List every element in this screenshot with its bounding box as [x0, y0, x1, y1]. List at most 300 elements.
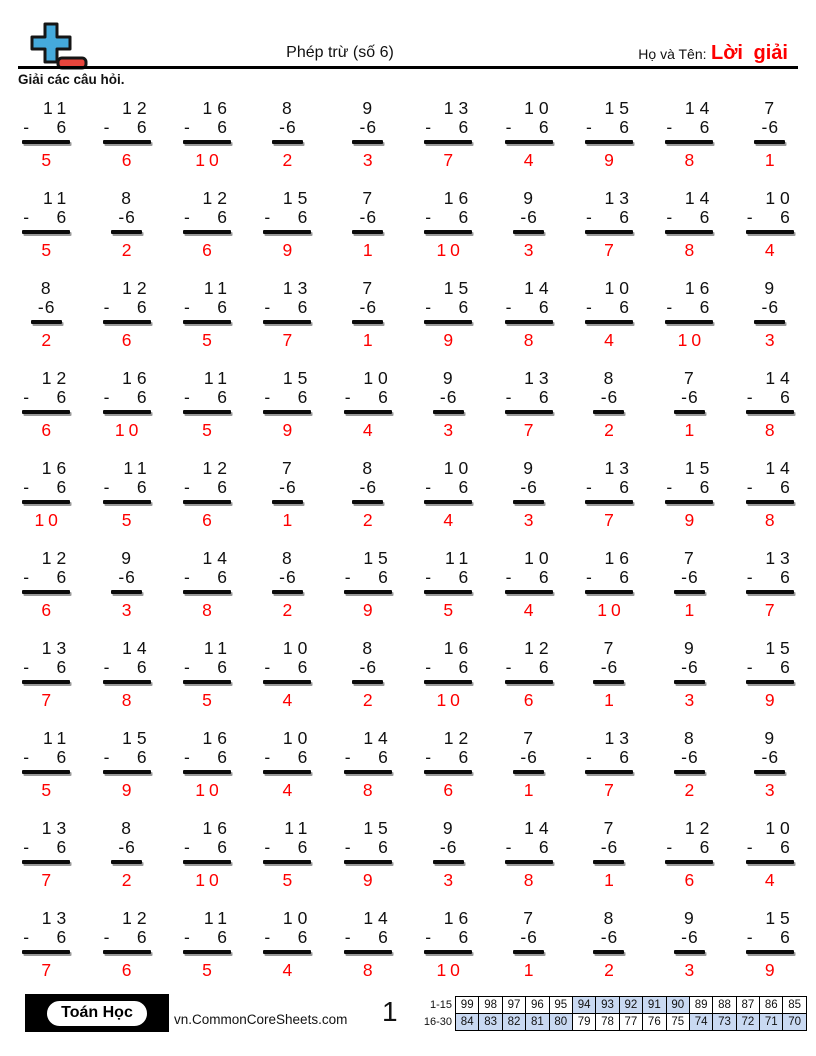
minuend: 15 [765, 638, 795, 658]
answer-line [183, 680, 231, 684]
answer-line [424, 950, 472, 954]
score-cell: 95 [549, 996, 573, 1014]
subtraction-problem [424, 638, 472, 728]
subtrahend: 6 [607, 927, 618, 947]
minus-sign: - [585, 747, 592, 767]
answer: 7 [523, 419, 538, 440]
subtraction-problem [424, 278, 472, 368]
subtrahend: 6 [527, 477, 537, 497]
score-cell: 75 [666, 1013, 690, 1031]
minuend: 14 [363, 908, 393, 928]
subtrahend: 6 [768, 747, 779, 767]
minus-sign: - [425, 657, 432, 677]
page-number: 1 [382, 996, 398, 1027]
minus-sign: - [425, 207, 432, 227]
answer: 10 [114, 419, 143, 440]
minuend: 9 [442, 818, 453, 838]
operation-row [585, 748, 633, 767]
answer-line [746, 230, 794, 234]
subtrahend: 6 [136, 477, 147, 497]
subtrahend: 6 [768, 297, 779, 317]
subtrahend: 6 [217, 117, 227, 137]
minus-sign: - [681, 927, 687, 947]
subtraction-problem [344, 818, 392, 908]
answer: 2 [604, 419, 618, 440]
answer: 2 [604, 959, 618, 980]
operation-row [111, 838, 142, 857]
minuend: 9 [684, 638, 694, 658]
minuend: 10 [765, 188, 795, 208]
score-cell: 92 [619, 996, 643, 1014]
minus-sign: - [118, 207, 125, 227]
minus-sign: - [681, 567, 687, 587]
minuend: 7 [603, 818, 614, 838]
answer-line [103, 140, 151, 144]
minuend: 8 [603, 368, 614, 388]
answer: 9 [604, 149, 618, 170]
operation-row [22, 928, 70, 947]
minuend: 15 [604, 98, 634, 118]
minuend: 11 [203, 368, 232, 388]
score-cell: 94 [572, 996, 596, 1014]
minus-sign: - [37, 297, 44, 317]
subtrahend: 6 [297, 927, 308, 947]
subtrahend: 6 [378, 747, 388, 767]
answer: 7 [764, 599, 779, 620]
minuend: 8 [684, 728, 694, 748]
answer: 8 [362, 959, 377, 980]
subtraction-problem [103, 908, 151, 998]
minuend: 9 [523, 188, 533, 208]
minus-sign: - [439, 837, 446, 857]
answer: 7 [604, 239, 618, 260]
operation-row [183, 568, 231, 587]
subtraction-problem [585, 98, 633, 188]
minuend: 7 [362, 278, 373, 298]
subtraction-problem [754, 728, 785, 818]
minuend: 13 [524, 368, 554, 388]
answer: 10 [436, 689, 464, 710]
score-cell: 73 [712, 1013, 736, 1031]
operation-row [352, 208, 383, 227]
minus-sign: - [103, 927, 110, 947]
instruction-text: Giải các câu hỏi. [18, 72, 125, 87]
answer-line [31, 320, 62, 324]
subtrahend: 6 [458, 207, 469, 227]
answer-line [674, 770, 705, 774]
answer-line [183, 860, 231, 864]
subtraction-problem [746, 638, 794, 728]
subtrahend: 6 [687, 387, 698, 407]
answer: 2 [121, 239, 136, 260]
answer: 6 [41, 419, 56, 440]
subtraction-problem [352, 188, 383, 278]
minus-sign: - [600, 927, 607, 947]
answer-line [505, 590, 553, 594]
subtraction-problem [424, 98, 472, 188]
answer: 10 [195, 869, 223, 890]
subtrahend: 6 [366, 117, 377, 137]
minuend: 10 [363, 368, 393, 388]
answer: 2 [362, 689, 377, 710]
subtrahend: 6 [699, 297, 710, 317]
operation-row [424, 478, 472, 497]
answer: 1 [523, 959, 538, 980]
operation-row [746, 838, 794, 857]
answer-line [344, 770, 392, 774]
score-cell: 71 [759, 1013, 783, 1031]
operation-row [424, 568, 472, 587]
answer-line [433, 860, 464, 864]
subtrahend: 6 [446, 837, 457, 857]
answer-line [22, 410, 70, 414]
answer-line [593, 410, 624, 414]
answer-line [424, 770, 472, 774]
operation-row [593, 928, 624, 947]
minus-sign: - [344, 567, 351, 587]
answer: 6 [121, 329, 136, 350]
answer: 5 [202, 959, 216, 980]
header-divider [18, 66, 798, 69]
minus-sign: - [505, 387, 512, 407]
answer-line [424, 230, 472, 234]
answer-line [505, 410, 553, 414]
answer: 4 [764, 869, 779, 890]
minuend: 10 [524, 548, 554, 568]
subtraction-problem [183, 908, 231, 998]
answer: 9 [443, 329, 458, 350]
answer: 7 [41, 959, 56, 980]
subtrahend: 6 [619, 207, 629, 227]
operation-row [22, 568, 70, 587]
minuend: 8 [282, 98, 292, 118]
operation-row [344, 928, 392, 947]
minus-sign: - [23, 477, 30, 497]
subtrahend: 6 [780, 837, 790, 857]
operation-row [352, 118, 383, 137]
operation-row [674, 388, 705, 407]
minuend: 14 [524, 278, 554, 298]
subtrahend: 6 [687, 567, 698, 587]
subtrahend: 6 [607, 837, 618, 857]
subtrahend: 6 [217, 477, 227, 497]
score-table [418, 996, 807, 1031]
minus-sign: - [585, 297, 592, 317]
answer: 8 [362, 779, 377, 800]
operation-row [665, 478, 713, 497]
minuend: 16 [443, 638, 474, 658]
answer: 5 [121, 509, 136, 530]
subtraction-problem [272, 98, 303, 188]
minuend: 15 [363, 818, 393, 838]
answer-line [183, 590, 231, 594]
minus-sign: - [425, 117, 432, 137]
minus-sign: - [425, 477, 432, 497]
score-cell: 83 [478, 1013, 502, 1031]
minuend: 10 [282, 908, 313, 928]
operation-row [103, 298, 151, 317]
operation-row [344, 838, 392, 857]
subtrahend: 6 [217, 207, 227, 227]
subtraction-problem [263, 908, 311, 998]
subtrahend: 6 [297, 747, 308, 767]
minus-sign: - [585, 477, 592, 497]
subtrahend: 6 [285, 567, 296, 587]
subtrahend: 6 [538, 567, 549, 587]
subtrahend: 6 [125, 567, 135, 587]
answer-line [344, 860, 392, 864]
minus-sign: - [666, 477, 673, 497]
subtrahend: 6 [687, 657, 698, 677]
answer-line [433, 410, 464, 414]
minus-sign: - [681, 657, 687, 677]
subtraction-problem [263, 818, 311, 908]
subtraction-problem [344, 548, 392, 638]
subtraction-problem [665, 188, 713, 278]
score-cell: 93 [595, 996, 619, 1014]
subtrahend: 6 [780, 567, 790, 587]
operation-row [22, 118, 70, 137]
minuend: 9 [684, 908, 694, 928]
subtrahend: 6 [538, 387, 549, 407]
answer: 2 [282, 599, 297, 620]
minus-sign: - [279, 477, 285, 497]
subtraction-problem [111, 188, 142, 278]
minuend: 15 [684, 458, 715, 478]
subtrahend: 6 [699, 477, 710, 497]
subtrahend: 6 [285, 477, 296, 497]
subtrahend: 6 [780, 207, 790, 227]
operation-row [22, 388, 70, 407]
subtraction-problem [746, 548, 794, 638]
answer-line [263, 230, 311, 234]
score-row [418, 1013, 807, 1031]
minus-sign: - [183, 657, 190, 677]
minus-sign: - [103, 477, 110, 497]
score-cell: 76 [642, 1013, 666, 1031]
operation-row [665, 208, 713, 227]
answer-line [352, 140, 383, 144]
operation-row [505, 298, 553, 317]
minus-sign: - [23, 657, 30, 677]
minus-sign: - [746, 657, 753, 677]
minus-sign: - [746, 837, 753, 857]
minus-sign: - [183, 747, 190, 767]
operation-row [344, 388, 392, 407]
minuend: 8 [121, 818, 131, 838]
answer-line [585, 770, 633, 774]
answer-line [424, 590, 472, 594]
answer: 3 [523, 239, 538, 260]
subtraction-problem [22, 368, 70, 458]
subtraction-problem [585, 278, 633, 368]
name-label: Họ và Tên: [638, 46, 707, 62]
operation-row [263, 928, 311, 947]
answer-line [513, 950, 544, 954]
operation-row [665, 838, 713, 857]
minus-sign: - [505, 837, 512, 857]
minus-sign: - [264, 837, 271, 857]
minuend: 11 [203, 278, 232, 298]
minus-sign: - [183, 387, 190, 407]
operation-row [513, 928, 544, 947]
subtrahend: 6 [217, 927, 227, 947]
subtraction-problem [674, 548, 705, 638]
subtrahend: 6 [136, 657, 147, 677]
answer-line [746, 590, 794, 594]
subtrahend: 6 [378, 837, 388, 857]
answer: 4 [523, 149, 538, 170]
minuend: 7 [362, 188, 373, 208]
minuend: 16 [202, 98, 232, 118]
operation-row [424, 748, 472, 767]
minus-sign: - [103, 297, 110, 317]
operation-row [505, 568, 553, 587]
minuend: 16 [443, 908, 474, 928]
minus-sign: - [264, 747, 271, 767]
subtrahend: 6 [538, 837, 549, 857]
minuend: 14 [122, 638, 152, 658]
answer-line [103, 500, 151, 504]
answer-key-label: Lời giải [710, 42, 788, 64]
answer: 1 [282, 509, 297, 530]
answer-line [183, 950, 231, 954]
answer: 1 [604, 689, 618, 710]
minuend: 11 [203, 908, 232, 928]
subtraction-problem [344, 908, 392, 998]
answer-line [272, 590, 303, 594]
answer: 5 [41, 779, 56, 800]
subtrahend: 6 [446, 387, 457, 407]
subtraction-problem [513, 728, 544, 818]
answer: 7 [604, 779, 618, 800]
operation-row [754, 748, 785, 767]
operation-row [352, 658, 383, 677]
subtrahend: 6 [607, 387, 618, 407]
subtraction-problem [263, 278, 311, 368]
answer: 3 [684, 689, 699, 710]
answer: 5 [443, 599, 458, 620]
minuend: 7 [603, 638, 614, 658]
subtrahend: 6 [297, 297, 308, 317]
subtraction-problem [746, 188, 794, 278]
subtraction-problem [433, 368, 464, 458]
minus-sign: - [746, 207, 753, 227]
subtraction-problem [22, 458, 70, 548]
minus-sign: - [23, 387, 30, 407]
answer-line [505, 860, 553, 864]
operation-row [593, 388, 624, 407]
operation-row [585, 208, 633, 227]
operation-row [103, 478, 151, 497]
minus-sign: - [264, 657, 271, 677]
minus-sign: - [425, 297, 432, 317]
minuend: 12 [684, 818, 715, 838]
score-cell: 70 [782, 1013, 806, 1031]
answer-line [263, 320, 311, 324]
score-cell: 86 [759, 996, 783, 1014]
answer-line [754, 320, 785, 324]
answer: 3 [443, 419, 458, 440]
subtrahend: 6 [687, 927, 698, 947]
subtraction-problem [263, 728, 311, 818]
score-row-label: 1-15 [429, 999, 452, 1011]
minus-sign: - [505, 657, 512, 677]
operation-row [22, 208, 70, 227]
operation-row [183, 388, 231, 407]
minus-sign: - [359, 117, 366, 137]
subtraction-problem [344, 728, 392, 818]
score-cell: 72 [736, 1013, 760, 1031]
minuend: 16 [202, 818, 232, 838]
operation-row [272, 568, 303, 587]
operation-row [505, 118, 553, 137]
minuend: 9 [442, 368, 453, 388]
minus-sign: - [344, 927, 351, 947]
subtrahend: 6 [458, 567, 469, 587]
minuend: 15 [122, 728, 152, 748]
minus-sign: - [264, 207, 271, 227]
subtraction-problem [665, 458, 713, 548]
minuend: 13 [604, 728, 634, 748]
subtrahend: 6 [780, 657, 790, 677]
minuend: 16 [684, 278, 715, 298]
minus-sign: - [103, 387, 110, 407]
answer-line [585, 500, 633, 504]
minus-sign: - [681, 387, 687, 407]
answer: 5 [202, 329, 216, 350]
subtraction-problem [513, 908, 544, 998]
operation-row [593, 838, 624, 857]
operation-row [352, 478, 383, 497]
minuend: 14 [684, 188, 715, 208]
subtraction-problem [111, 548, 142, 638]
operation-row [111, 568, 142, 587]
score-row [418, 996, 807, 1014]
score-cell: 78 [595, 1013, 619, 1031]
answer-line [272, 500, 303, 504]
answer-line [183, 320, 231, 324]
minus-sign: - [505, 117, 512, 137]
subtraction-problem [22, 638, 70, 728]
subtrahend: 6 [527, 927, 537, 947]
answer-line [513, 500, 544, 504]
subtrahend: 6 [56, 387, 67, 407]
minus-sign: - [103, 747, 110, 767]
answer-line [513, 230, 544, 234]
operation-row [183, 208, 231, 227]
minuend: 7 [282, 458, 292, 478]
minuend: 13 [41, 638, 72, 658]
operation-row [746, 478, 794, 497]
operation-row [746, 928, 794, 947]
minuend: 15 [282, 188, 313, 208]
answer-line [424, 680, 472, 684]
answer-line [674, 410, 705, 414]
operation-row [593, 658, 624, 677]
minus-sign: - [666, 837, 673, 857]
answer: 8 [523, 329, 538, 350]
minus-sign: - [359, 297, 366, 317]
operation-row [424, 298, 472, 317]
operation-row [513, 208, 544, 227]
subtrahend: 6 [619, 477, 629, 497]
answer-line [674, 590, 705, 594]
minus-sign: - [183, 297, 190, 317]
answer-line [352, 500, 383, 504]
answer: 10 [195, 779, 223, 800]
subtraction-problem [352, 98, 383, 188]
